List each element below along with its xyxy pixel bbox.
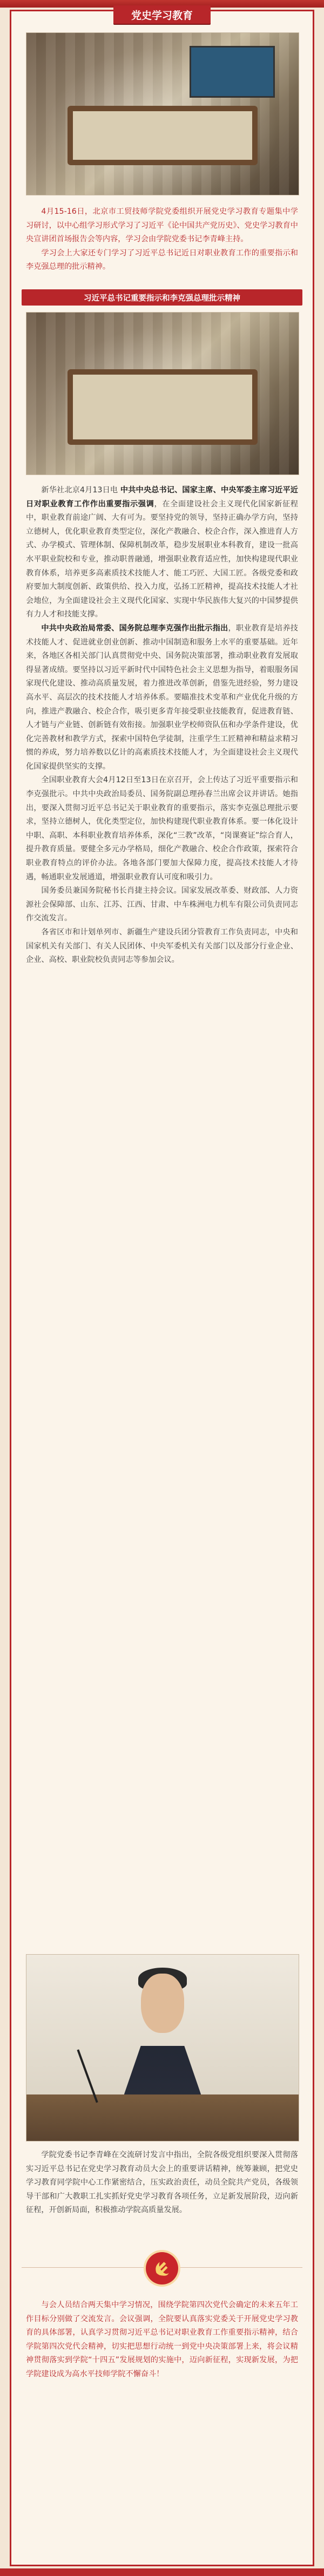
intro-paragraph-1: 4月15-16日，北京市工贸技师学院党委组织开展党史学习教育专题集中学习研讨，以中心组学习形式学习了习近平《论中国共产党历史》、党史学习教育中央宣讲团首场报告会等内容，学习会由学院党委书记李青峰主持。 bbox=[26, 207, 298, 244]
article-paragraph-2-body: ，职业教育是培养技术技能人才、促进就业创业创新、推动中国制造和服务上水平的重要基础。近年来，各地区各相关部门认真贯彻党中央、国务院决策部署，推动职业教育发展取得显著成绩。要坚持以习近平新时代中国特色社会主义思想为指导，着眼服务国家现代化建设、推动高质量发展，着力推进改革创新，借鉴先进经验，努力建设高水平、高层次的技术技能人才培养体系。要瞄准技术变革和产业优化升级的方向，推进产教融合、校企合作，吸引更多青年接受职业技能教育，促进教育链、人才链与产业链、创新链有效衔接。加强职业学校师资队伍和办学条件建设，优化完善教材和教学方式，探索中国特色学徒制，注重学生工匠精神和精益求精习惯的养成，努力培养数以亿计的高素质技术技能人才，为全面建设社会主义现代化国家提供坚实的支撑。 bbox=[26, 623, 298, 771]
article-paragraph-1 bbox=[26, 484, 298, 622]
speaker-photo bbox=[26, 1954, 299, 2141]
speech-text bbox=[26, 2148, 298, 2218]
closing-text bbox=[26, 2299, 298, 2382]
page-title: 党史学习教育 bbox=[113, 5, 211, 24]
article-paragraph-1-body: ，在全面建设社会主义现代化国家新征程中，职业教育前途广阔、大有可为。要坚持党的领导，坚持正确办学方向，坚持立德树人，优化职业教育类型定位，深化产教融合、校企合作，深入推进育人方式、办学模式、管理体制、保障机制改革，稳步发展职业本科教育，建设一批高水平职业院校和专业，推动职普融通，增强职业教育适应性，加快构建现代职业教育体系，培养更多高素质技术技能人才、能工巧匠、大国工匠。各级党委和政府要加大制度创新、政策供给、投入力度，弘扬工匠精神，提高技术技能人才社会地位，为全面建设社会主义现代化国家、实现中华民族伟大复兴的中国梦提供有力人才和技能支撑。 bbox=[26, 499, 298, 619]
closing-paragraph: 与会人员结合两天集中学习情况，围绕学院第四次党代会确定的未来五年工作目标分别做了交流发言。会议强调，全院要认真落实党委关于开展党史学习教育的具体部署，认真学习贯彻习近平总书记对职业教育工作重要指示精神，结合学院第四次党代会精神，切实把思想行动统一到党中央决策部署上来，将会议精神贯彻落实到学院“十四五”发展规划的实施中，迈向新征程，实现新发展，为把学院建设成为高水平技师学院不懈奋斗！ bbox=[26, 2301, 298, 2378]
intro-paragraph-2: 学习会上大家还专门学习了习近平总书记近日对职业教育工作的重要指示和李克强总理的批示精神。 bbox=[26, 248, 298, 272]
article-p2-bold: 中共中央政治局常委、国务院总理李克强作出批示指出 bbox=[41, 623, 228, 633]
meeting-photo-1 bbox=[26, 32, 299, 195]
hammer-sickle-icon bbox=[151, 2257, 173, 2280]
section-banner: 习近平总书记重要指示和李克强总理批示精神 bbox=[22, 289, 302, 306]
article-paragraph-3: 全国职业教育大会4月12日至13日在京召开，会上传达了习近平重要指示和李克强批示。中共中央政治局委员、国务院副总理孙春兰出席会议并讲话。她指出，要深入贯彻习近平总书记关于职业教育的重要指示，落实李克强总理批示要求，坚持立德树人，优化类型定位，加快构建现代职业教育体系。要一体化设计中职、高职、本科职业教育培养体系，深化“三教”改革，“岗课赛证”综合育人，提升教育质量。要健全多元办学格局，细化产教融合、校企合作政策，探索符合职业教育特点的评价办法。各地各部门要加大保障力度，提高技术技能人才待遇，畅通职业发展通道，增强职业教育认可度和吸引力。 bbox=[26, 776, 298, 882]
article-text bbox=[26, 484, 298, 967]
speech-paragraph: 学院党委书记李青峰在交流研讨发言中指出，全院各级党组织要深入贯彻落实习近平总书记在党史学习教育动员大会上的重要讲话精神，统筹兼顾，把党史学习教育同学院中心工作紧密结合，压实政治责任，动员全院共产党员，各级领导干部和广大教职工扎实抓好党史学习教育各项任务，立足新发展阶段，迈向新征程，开创新局面，积极推动学院高质量发展。 bbox=[26, 2151, 298, 2215]
article-paragraph-5: 各省区市和计划单列市、新疆生产建设兵团分管教育工作负责同志，中央和国家机关有关部门、有关人民团体、中央军委机关有关部门以及部分行业企业、企业、高校、职业院校负责同志等参加会议。 bbox=[26, 928, 298, 965]
article-lead-bold: 中共中央总书记、国家主席、中央军委主席习近平近日对职业教育工作作出重要指示强调 bbox=[26, 486, 298, 509]
meeting-photo-2 bbox=[26, 312, 299, 475]
party-emblem-icon bbox=[146, 2252, 178, 2284]
article-paragraph-4: 国务委员兼国务院秘书长肖捷主持会议。国家发展改革委、财政部、人力资源社会保障部、山东、江苏、江西、甘肃、中车株洲电力机车有限公司负责同志作交流发言。 bbox=[26, 886, 298, 923]
article-dateline: 新华社北京4月13日电 bbox=[41, 486, 118, 494]
article-paragraph-2 bbox=[26, 622, 298, 774]
footer-band bbox=[0, 2568, 324, 2576]
intro-text bbox=[26, 205, 298, 274]
